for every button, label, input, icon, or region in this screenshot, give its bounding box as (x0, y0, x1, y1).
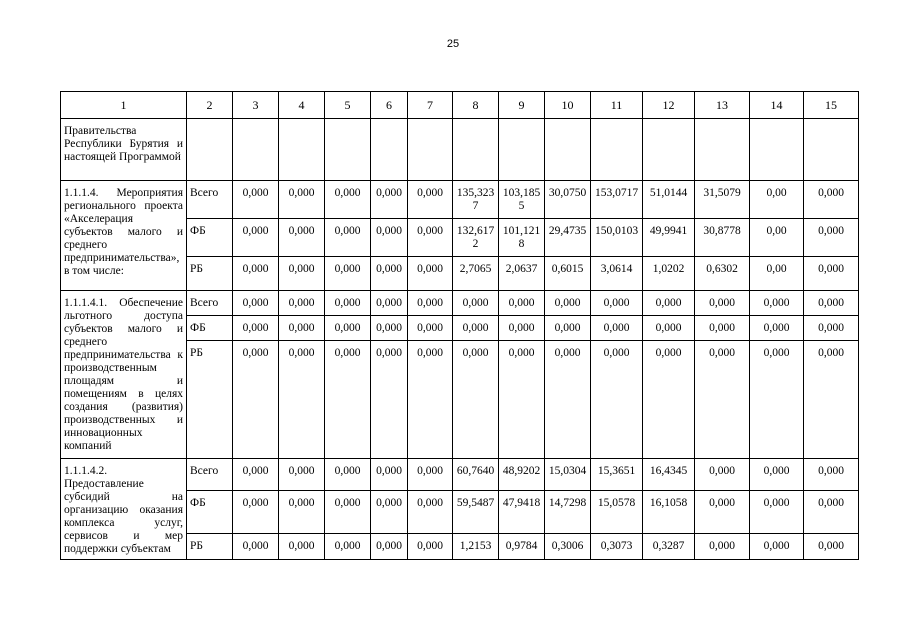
value-cell: 0,000 (233, 459, 279, 491)
table-row (61, 181, 859, 219)
value-cell: 0,000 (408, 459, 453, 491)
value-cell: 3,0614 (591, 257, 643, 291)
value-cell: 0,000 (371, 291, 408, 316)
value-cell: 0,000 (804, 181, 859, 219)
value-cell: 47,9418 (499, 491, 545, 534)
value-cell: 0,3287 (643, 534, 695, 560)
budget-table (60, 91, 859, 560)
value-cell: 0,3006 (545, 534, 591, 560)
value-cell: 51,0144 (643, 181, 695, 219)
value-cell: 0,000 (750, 459, 804, 491)
column-number-header: 9 (499, 92, 545, 119)
value-cell: 0,000 (591, 316, 643, 341)
value-cell (408, 119, 453, 181)
value-cell: 103,1855 (499, 181, 545, 219)
funding-source-cell: РБ (187, 341, 233, 459)
value-cell (499, 119, 545, 181)
value-cell: 0,000 (279, 459, 325, 491)
value-cell: 0,000 (695, 491, 750, 534)
value-cell: 0,000 (408, 316, 453, 341)
value-cell: 0,000 (371, 257, 408, 291)
measure-name-cell: 1.1.1.4.2. Предоставление субсидий на организацию оказания комплекса услуг, сервисов и мер поддержки субъектам (61, 459, 187, 560)
value-cell: 0,000 (695, 459, 750, 491)
value-cell: 0,000 (233, 316, 279, 341)
value-cell: 0,000 (750, 316, 804, 341)
value-cell: 0,000 (233, 341, 279, 459)
value-cell: 0,000 (325, 534, 371, 560)
value-cell: 0,6015 (545, 257, 591, 291)
column-number-header: 2 (187, 92, 233, 119)
value-cell: 0,000 (453, 341, 499, 459)
funding-source-cell: Всего (187, 459, 233, 491)
value-cell (279, 119, 325, 181)
value-cell: 0,000 (804, 257, 859, 291)
value-cell: 0,000 (371, 181, 408, 219)
table-row (61, 119, 859, 181)
value-cell: 0,000 (325, 257, 371, 291)
value-cell: 0,000 (750, 291, 804, 316)
column-number-header: 7 (408, 92, 453, 119)
table-row (61, 291, 859, 316)
funding-source-cell: Всего (187, 291, 233, 316)
value-cell: 0,000 (695, 316, 750, 341)
value-cell: 0,000 (325, 219, 371, 257)
column-number-header: 10 (545, 92, 591, 119)
value-cell: 0,000 (325, 341, 371, 459)
value-cell: 0,000 (804, 459, 859, 491)
value-cell: 0,000 (695, 534, 750, 560)
value-cell: 0,000 (233, 491, 279, 534)
table-row (61, 459, 859, 491)
value-cell: 0,000 (804, 219, 859, 257)
value-cell: 0,3073 (591, 534, 643, 560)
value-cell: 0,000 (695, 341, 750, 459)
funding-source-cell: РБ (187, 257, 233, 291)
value-cell: 30,8778 (695, 219, 750, 257)
value-cell: 15,3651 (591, 459, 643, 491)
value-cell: 0,000 (499, 316, 545, 341)
value-cell: 16,1058 (643, 491, 695, 534)
value-cell: 0,000 (279, 341, 325, 459)
value-cell: 14,7298 (545, 491, 591, 534)
column-number-header: 12 (643, 92, 695, 119)
value-cell: 15,0578 (591, 491, 643, 534)
value-cell: 135,3237 (453, 181, 499, 219)
value-cell (325, 119, 371, 181)
value-cell: 0,000 (279, 257, 325, 291)
funding-source-cell: РБ (187, 534, 233, 560)
column-number-header: 6 (371, 92, 408, 119)
value-cell: 132,6172 (453, 219, 499, 257)
value-cell: 0,000 (499, 341, 545, 459)
value-cell: 0,000 (279, 219, 325, 257)
funding-source-cell: ФБ (187, 316, 233, 341)
value-cell: 0,00 (750, 219, 804, 257)
value-cell: 49,9941 (643, 219, 695, 257)
value-cell: 0,000 (279, 316, 325, 341)
value-cell: 0,000 (750, 534, 804, 560)
value-cell (371, 119, 408, 181)
value-cell: 0,000 (233, 534, 279, 560)
value-cell: 0,000 (325, 291, 371, 316)
value-cell: 0,000 (371, 534, 408, 560)
table-header-row (61, 92, 859, 119)
value-cell: 0,000 (750, 341, 804, 459)
value-cell (545, 119, 591, 181)
column-number-header: 4 (279, 92, 325, 119)
value-cell: 2,0637 (499, 257, 545, 291)
value-cell: 0,000 (804, 491, 859, 534)
value-cell: 1,0202 (643, 257, 695, 291)
value-cell: 0,00 (750, 257, 804, 291)
column-number-header: 1 (61, 92, 187, 119)
value-cell: 0,000 (371, 219, 408, 257)
value-cell: 0,000 (233, 291, 279, 316)
funding-source-cell: Всего (187, 181, 233, 219)
value-cell: 0,000 (545, 316, 591, 341)
value-cell: 150,0103 (591, 219, 643, 257)
column-number-header: 15 (804, 92, 859, 119)
value-cell: 0,000 (408, 291, 453, 316)
value-cell: 0,000 (804, 291, 859, 316)
page-number: 25 (446, 38, 460, 50)
value-cell: 0,000 (408, 491, 453, 534)
value-cell: 0,000 (325, 459, 371, 491)
value-cell: 0,000 (279, 534, 325, 560)
value-cell: 0,000 (591, 291, 643, 316)
value-cell: 0,000 (325, 316, 371, 341)
value-cell: 30,0750 (545, 181, 591, 219)
value-cell: 0,000 (643, 291, 695, 316)
value-cell: 0,6302 (695, 257, 750, 291)
value-cell: 0,000 (233, 219, 279, 257)
value-cell: 1,2153 (453, 534, 499, 560)
value-cell: 0,000 (804, 341, 859, 459)
value-cell: 0,000 (279, 181, 325, 219)
column-number-header: 11 (591, 92, 643, 119)
value-cell: 0,000 (408, 257, 453, 291)
funding-source-cell: ФБ (187, 219, 233, 257)
value-cell: 48,9202 (499, 459, 545, 491)
value-cell (453, 119, 499, 181)
column-number-header: 8 (453, 92, 499, 119)
value-cell: 0,000 (591, 341, 643, 459)
value-cell: 0,000 (750, 491, 804, 534)
value-cell: 0,000 (233, 257, 279, 291)
column-number-header: 3 (233, 92, 279, 119)
column-number-header: 13 (695, 92, 750, 119)
value-cell (591, 119, 643, 181)
value-cell: 2,7065 (453, 257, 499, 291)
measure-name-cell: 1.1.1.4. Мероприятия регионального проекта «Акселерация субъектов малого и среднего предпринимательства», в том числе: (61, 181, 187, 291)
value-cell: 0,000 (408, 219, 453, 257)
value-cell: 0,000 (325, 181, 371, 219)
value-cell (643, 119, 695, 181)
value-cell: 101,1218 (499, 219, 545, 257)
funding-source-cell (187, 119, 233, 181)
value-cell: 0,000 (499, 291, 545, 316)
value-cell: 0,000 (371, 459, 408, 491)
value-cell: 0,000 (371, 316, 408, 341)
value-cell: 0,000 (695, 291, 750, 316)
value-cell: 0,000 (643, 341, 695, 459)
column-number-header: 14 (750, 92, 804, 119)
value-cell: 0,000 (371, 341, 408, 459)
value-cell (750, 119, 804, 181)
value-cell: 29,4735 (545, 219, 591, 257)
value-cell: 0,000 (408, 341, 453, 459)
value-cell (804, 119, 859, 181)
value-cell: 0,000 (545, 291, 591, 316)
value-cell: 0,000 (325, 491, 371, 534)
value-cell: 153,0717 (591, 181, 643, 219)
value-cell (695, 119, 750, 181)
value-cell: 0,00 (750, 181, 804, 219)
value-cell: 0,000 (453, 316, 499, 341)
measure-name-cell: Правительства Республики Бурятия и настоящей Программой (61, 119, 187, 181)
value-cell: 0,000 (804, 316, 859, 341)
value-cell (233, 119, 279, 181)
value-cell: 16,4345 (643, 459, 695, 491)
value-cell: 0,000 (408, 534, 453, 560)
value-cell: 60,7640 (453, 459, 499, 491)
value-cell: 0,000 (408, 181, 453, 219)
funding-source-cell: ФБ (187, 491, 233, 534)
value-cell: 0,9784 (499, 534, 545, 560)
column-number-header: 5 (325, 92, 371, 119)
value-cell: 0,000 (643, 316, 695, 341)
measure-name-cell: 1.1.1.4.1. Обеспечение льготного доступа субъектов малого и среднего предпринимательства к производственным площадям и помещениям в целях создания (развития) производственных и инновационных компаний (61, 291, 187, 459)
value-cell: 0,000 (371, 491, 408, 534)
value-cell: 0,000 (279, 291, 325, 316)
value-cell: 31,5079 (695, 181, 750, 219)
value-cell: 15,0304 (545, 459, 591, 491)
value-cell: 59,5487 (453, 491, 499, 534)
value-cell: 0,000 (804, 534, 859, 560)
value-cell: 0,000 (453, 291, 499, 316)
value-cell: 0,000 (545, 341, 591, 459)
value-cell: 0,000 (279, 491, 325, 534)
value-cell: 0,000 (233, 181, 279, 219)
